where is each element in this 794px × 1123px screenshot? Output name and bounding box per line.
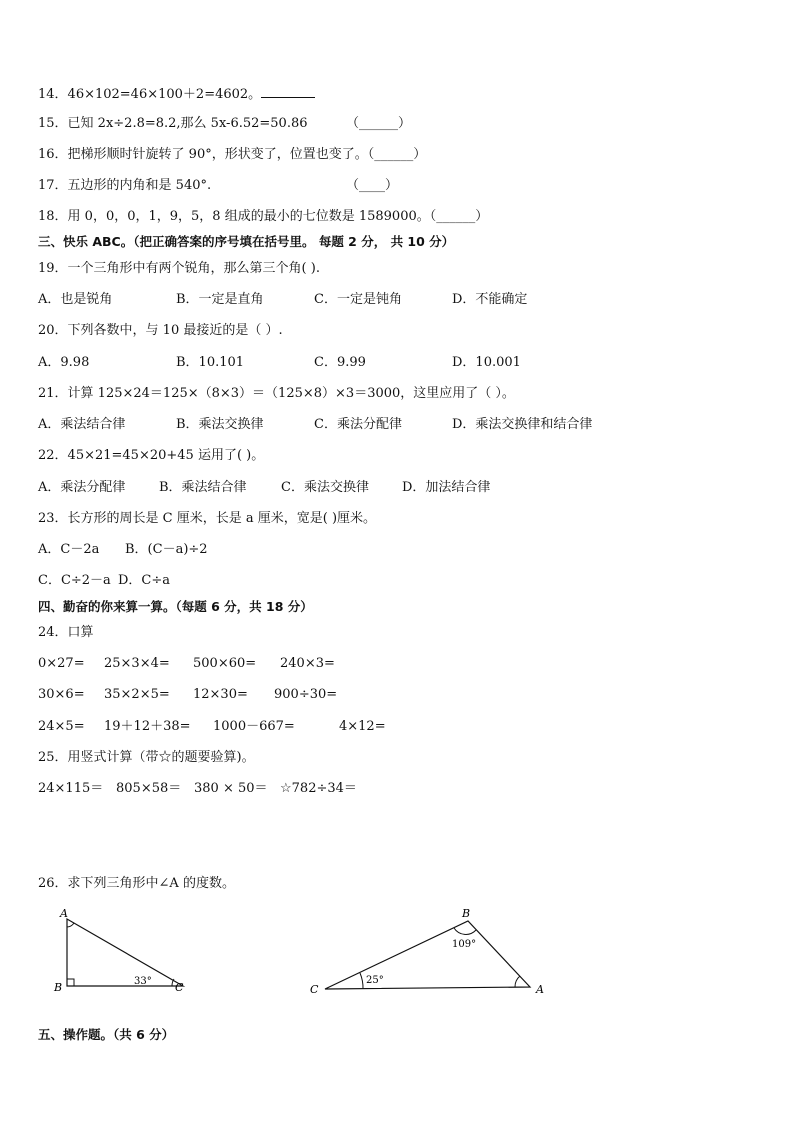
q20-option-c[interactable]: C．9.99 [314,355,366,370]
angle-label-33: 33° [134,976,152,987]
answer-paren-15[interactable]: （______） [346,116,412,131]
q24-calc: 35×2×5= [104,687,170,702]
q24-calc: 240×3= [280,656,335,671]
q21-option-b[interactable]: B．乘法交换律 [176,417,264,432]
section-3-title: 三、快乐 ABC。（把正确答案的序号填在括号里。 每题 2 分， 共 10 分） [38,234,455,249]
vertex-label-c: C [310,983,319,996]
q21-option-a[interactable]: A．乘法结合律 [38,417,126,432]
answer-blank-14[interactable] [261,85,315,98]
q22-option-d[interactable]: D．加法结合律 [402,480,491,495]
section-4-title: 四、勤奋的你来算一算。（每题 6 分，共 18 分） [38,599,313,614]
question-17: 17．五边形的内角和是 540°. [38,178,212,193]
q19-option-b[interactable]: B．一定是直角 [176,292,264,307]
q24-calc: 0×27= [38,656,85,671]
angle-c-arc [360,973,363,989]
question-23: 23．长方形的周长是 C 厘米，长是 a 厘米，宽是( )厘米。 [38,511,377,526]
q20-option-a[interactable]: A．9.98 [38,355,90,370]
triangle-2-shape [325,921,530,989]
q20-option-b[interactable]: B．10.101 [176,355,245,370]
q19-option-a[interactable]: A．也是锐角 [38,292,113,307]
q22-option-a[interactable]: A．乘法分配律 [38,480,126,495]
question-24: 24．口算 [38,625,94,640]
triangle-1-shape [67,919,183,986]
q22-option-c[interactable]: C．乘法交换律 [281,480,369,495]
vertex-label-a: A [536,983,544,996]
q21-option-d[interactable]: D．乘法交换律和结合律 [452,417,593,432]
vertex-label-b: B [462,907,471,920]
q23-option-d[interactable]: D．C÷a [118,573,171,588]
question-22: 22．45×21=45×20+45 运用了( )。 [38,448,265,463]
question-21: 21．计算 125×24＝125×（8×3）＝（125×8）×3＝3000，这里应用了（ ）。 [38,386,515,401]
question-14 [38,85,315,103]
right-angle-mark [67,979,74,986]
q24-calc: 500×60= [193,656,257,671]
question-15-text: 15．已知 2x÷2.8=8.2,那么 5x-6.52=50.86 [38,116,308,131]
q25-calc: ☆782÷34＝ [280,781,357,796]
question-25: 25．用竖式计算（带☆的题要验算)。 [38,750,255,765]
angle-label-109: 109° [452,939,477,950]
question-19: 19．一个三角形中有两个锐角，那么第三个角( ). [38,261,320,276]
q25-calc: 24×115＝ [38,781,104,796]
q24-calc: 12×30= [193,687,248,702]
question-14-text: 14．46×102=46×100＋2=4602。 [38,87,262,102]
angle-a-arc [515,976,520,987]
q24-calc: 25×3×4= [104,656,170,671]
vertex-label-a: A [60,907,68,920]
q21-option-c[interactable]: C．乘法分配律 [314,417,402,432]
q23-option-b[interactable]: B．(C－a)÷2 [125,542,208,557]
q22-option-b[interactable]: B．乘法结合律 [159,480,247,495]
q24-calc: 900÷30= [274,687,338,702]
q25-calc: 380 × 50＝ [194,781,268,796]
q24-calc: 24×5= [38,719,85,734]
q24-calc: 30×6= [38,687,85,702]
q25-calc: 805×58＝ [116,781,182,796]
question-20: 20．下列各数中，与 10 最接近的是（ ）. [38,323,283,338]
angle-label-25: 25° [366,975,384,986]
angle-b-arc [454,928,476,934]
q19-option-d[interactable]: D．不能确定 [452,292,528,307]
answer-paren-17[interactable]: （____） [346,178,399,193]
question-26: 26．求下列三角形中∠A 的度数。 [38,876,235,891]
section-5-title: 五、操作题。（共 6 分） [38,1027,175,1042]
question-16: 16．把梯形顺时针旋转了 90°，形状变了，位置也变了。（______） [38,147,427,162]
q24-calc: 1000－667= [213,719,295,734]
vertex-label-c: C [175,981,184,994]
q24-calc: 19＋12＋38= [104,719,191,734]
q19-option-c[interactable]: C．一定是钝角 [314,292,402,307]
q20-option-d[interactable]: D．10.001 [452,355,521,370]
vertex-label-b: B [54,981,63,994]
question-15 [38,116,308,132]
triangle-diagram-2 [300,903,555,1000]
q23-option-c[interactable]: C．C÷2－a [38,573,111,588]
triangle-diagram-1 [50,905,200,1000]
q23-option-a[interactable]: A．C－2a [38,542,100,557]
question-18: 18．用 0，0，0，1，9，5，8 组成的最小的七位数是 1589000。（______） [38,209,489,224]
q24-calc: 4×12= [339,719,386,734]
angle-a-arc [67,923,74,927]
